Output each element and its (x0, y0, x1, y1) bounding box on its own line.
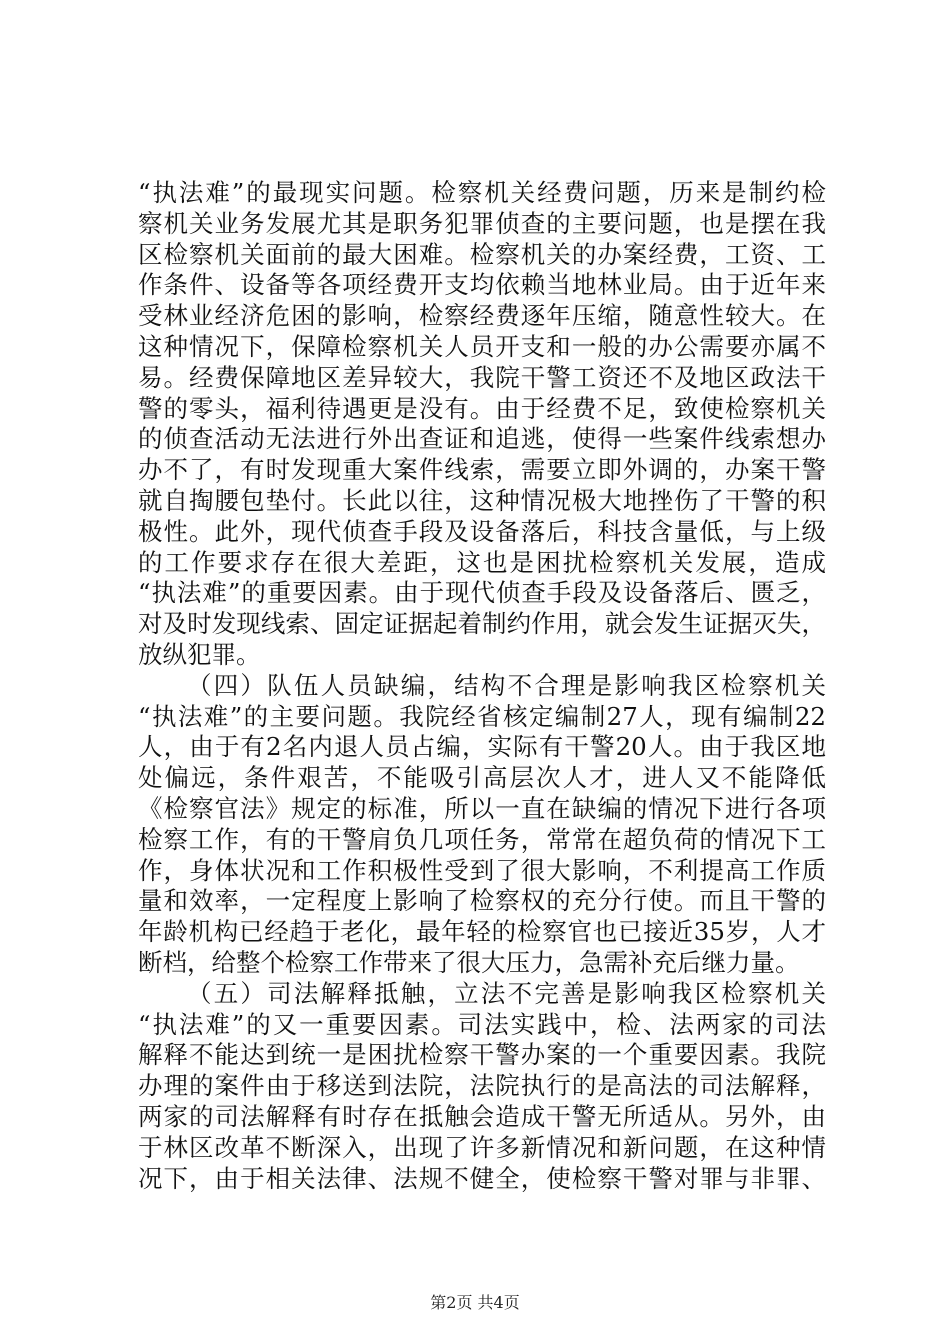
text-line: 的侦查活动无法进行外出查证和追逃，使得一些案件线索想办 (138, 424, 826, 454)
text-line: 断档，给整个检察工作带来了很大压力，急需补充后继力量。 (138, 947, 800, 977)
text-line: 《检察官法》规定的标准，所以一直在缺编的情况下进行各项 (138, 793, 826, 823)
text-line: “执法难”的主要问题。我院经省核定编制27人，现有编制22 (138, 701, 826, 731)
page-footer (0, 1290, 950, 1313)
page-number-label: 第2页 共4页 (430, 1293, 520, 1312)
text-line: “执法难”的重要因素。由于现代侦查手段及设备落后、匮乏， (138, 578, 826, 608)
text-line: 极性。此外，现代侦查手段及设备落后，科技含量低，与上级 (138, 516, 826, 546)
text-line: 察机关业务发展尤其是职务犯罪侦查的主要问题，也是摆在我 (138, 208, 826, 238)
section-heading-line: （五）司法解释抵触，立法不完善是影响我区检察机关 (187, 978, 826, 1008)
text-line: 两家的司法解释有时存在抵触会造成干警无所适从。另外，由 (138, 1101, 826, 1131)
text-line: 于林区改革不断深入，出现了许多新情况和新问题，在这种情 (138, 1132, 826, 1162)
text-line: 对及时发现线索、固定证据起着制约作用，就会发生证据灭失， (138, 609, 826, 639)
text-line: 放纵犯罪。 (138, 639, 261, 669)
text-line: 的工作要求存在很大差距，这也是困扰检察机关发展，造成 (138, 547, 826, 577)
text-line: 受林业经济危困的影响，检察经费逐年压缩，随意性较大。在 (138, 301, 826, 331)
text-line: “执法难”的最现实问题。检察机关经费问题，历来是制约检 (138, 178, 826, 207)
text-line: 办不了，有时发现重大案件线索，需要立即外调的，办案干警 (138, 455, 826, 485)
text-line: 就自掏腰包垫付。长此以往，这种情况极大地挫伤了干警的积 (138, 485, 826, 515)
text-line: 检察工作，有的干警肩负几项任务，常常在超负荷的情况下工 (138, 824, 826, 854)
body-text (138, 178, 826, 1194)
text-line: 易。经费保障地区差异较大，我院干警工资还不及地区政法干 (138, 362, 826, 392)
text-line: 区检察机关面前的最大困难。检察机关的办案经费，工资、工 (138, 239, 826, 269)
text-line: 作，身体状况和工作积极性受到了很大影响，不利提高工作质 (138, 855, 826, 885)
text-line: 人，由于有2名内退人员占编，实际有干警20人。由于我区地 (138, 732, 826, 762)
text-line: 年龄机构已经趋于老化，最年轻的检察官也已接近35岁，人才 (138, 917, 826, 947)
text-line: 这种情况下，保障检察机关人员开支和一般的办公需要亦属不 (138, 331, 826, 361)
text-line: 量和效率，一定程度上影响了检察权的充分行使。而且干警的 (138, 886, 826, 916)
text-line: 处偏远，条件艰苦，不能吸引高层次人才，进人又不能降低 (138, 763, 826, 793)
text-line: 解释不能达到统一是困扰检察干警办案的一个重要因素。我院 (138, 1040, 826, 1070)
text-line: 警的零头，福利待遇更是没有。由于经费不足，致使检察机关 (138, 393, 826, 423)
text-line: 作条件、设备等各项经费开支均依赖当地林业局。由于近年来 (138, 270, 826, 300)
text-line: 况下，由于相关法律、法规不健全，使检察干警对罪与非罪、 (138, 1163, 826, 1193)
text-line: “执法难”的又一重要因素。司法实践中，检、法两家的司法 (138, 1009, 826, 1039)
section-heading-line: （四）队伍人员缺编，结构不合理是影响我区检察机关 (187, 670, 826, 700)
text-line: 办理的案件由于移送到法院，法院执行的是高法的司法解释， (138, 1071, 826, 1101)
